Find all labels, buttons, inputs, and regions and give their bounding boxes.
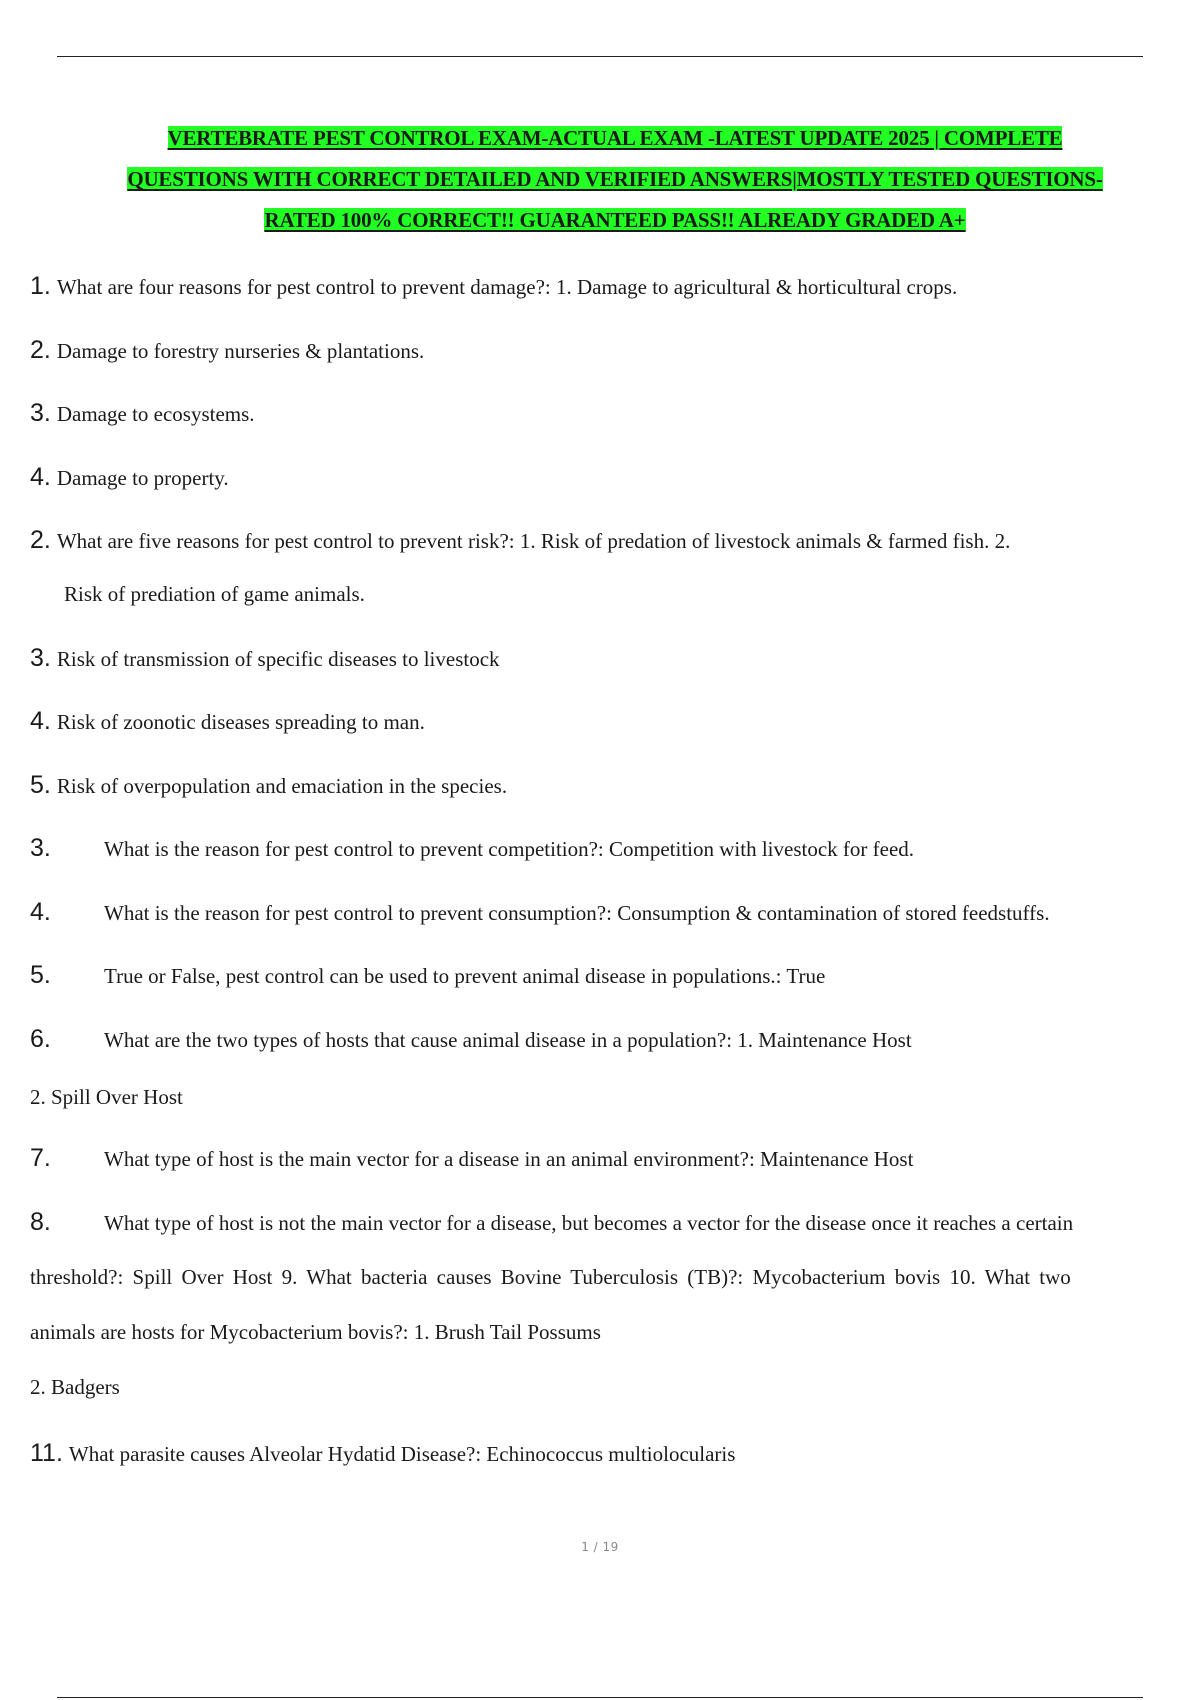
bottom-rule xyxy=(57,1697,1143,1698)
item-text: Damage to ecosystems. xyxy=(56,402,255,426)
page-number: 1 / 19 xyxy=(581,1540,619,1554)
item-number: 4. xyxy=(30,463,51,491)
item-continuation: threshold?: Spill Over Host 9. What bacteria causes Bovine Tuberculosis (TB)?: Mycobacterium bovis 10. What two xyxy=(30,1265,1071,1289)
list-item xyxy=(30,528,1010,553)
item-text: Risk of transmission of specific diseases to livestock xyxy=(56,647,500,671)
top-rule xyxy=(57,56,1143,57)
list-item xyxy=(30,338,424,363)
item-number: 4. xyxy=(30,898,51,926)
list-item xyxy=(30,1027,912,1052)
list-item xyxy=(30,1085,183,1109)
item-text: Risk of overpopulation and emaciation in the species. xyxy=(56,774,508,798)
item-number: 3. xyxy=(30,834,51,862)
item-number: 7. xyxy=(30,1144,51,1172)
item-text: What type of host is the main vector for a disease in an animal environment?: Maintenance Host xyxy=(104,1147,914,1171)
item-text: 2. Spill Over Host xyxy=(30,1085,183,1109)
item-number: 2. xyxy=(30,336,51,364)
list-item xyxy=(30,963,825,988)
document-title xyxy=(30,118,1200,241)
list-item xyxy=(30,1320,601,1344)
item-number: 5. xyxy=(30,771,51,799)
item-text: Damage to property. xyxy=(56,466,229,490)
list-item xyxy=(30,646,500,671)
list-item xyxy=(30,773,507,798)
title-line-1: VERTEBRATE PEST CONTROL EXAM-ACTUAL EXAM -LATEST UPDATE 2025 | COMPLETE xyxy=(167,126,1063,150)
item-text: Damage to forestry nurseries & plantations. xyxy=(56,339,425,363)
item-text: What parasite causes Alveolar Hydatid Disease?: Echinococcus multiolocularis xyxy=(68,1442,736,1466)
list-item xyxy=(30,836,914,861)
item-number: 4. xyxy=(30,707,51,735)
item-text: What is the reason for pest control to prevent competition?: Competition with livestock for feed. xyxy=(104,837,915,861)
item-number: 2. xyxy=(30,526,51,554)
item-text: What is the reason for pest control to prevent consumption?: Consumption & contamination of stored feedstuffs. xyxy=(104,901,1050,925)
item-text: True or False, pest control can be used to prevent animal disease in populations.: True xyxy=(104,964,826,988)
list-item xyxy=(30,1375,120,1399)
title-line-3: RATED 100% CORRECT!! GUARANTEED PASS!! ALREADY GRADED A+ xyxy=(264,208,966,232)
title-line-2: QUESTIONS WITH CORRECT DETAILED AND VERIFIED ANSWERS|MOSTLY TESTED QUESTIONS- xyxy=(127,167,1103,191)
list-item xyxy=(30,709,425,734)
item-continuation: Risk of prediation of game animals. xyxy=(64,582,365,606)
item-number: 1. xyxy=(30,272,51,300)
item-text: What type of host is not the main vector for a disease, but becomes a vector for the disease once it reaches a certain xyxy=(104,1211,1074,1235)
item-text: What are four reasons for pest control to prevent damage?: 1. Damage to agricultural & horticultural crops. xyxy=(56,275,958,299)
item-number: 8. xyxy=(30,1210,51,1235)
list-item xyxy=(30,1146,913,1171)
list-item xyxy=(30,1210,1200,1235)
item-number: 6. xyxy=(30,1025,51,1053)
item-number: 3. xyxy=(30,399,51,427)
item-text: What are five reasons for pest control to prevent risk?: 1. Risk of predation of livestock animals & farmed fish. 2. xyxy=(56,529,1011,553)
list-item xyxy=(30,900,1050,925)
item-number: 11. xyxy=(30,1439,63,1467)
list-item xyxy=(30,274,957,299)
item-text: 2. Badgers xyxy=(30,1375,120,1399)
item-number: 3. xyxy=(30,644,51,672)
item-text: Risk of zoonotic diseases spreading to man. xyxy=(56,710,425,734)
list-item xyxy=(30,465,229,490)
item-number: 5. xyxy=(30,961,51,989)
list-item xyxy=(30,1441,735,1466)
item-text: animals are hosts for Mycobacterium bovis?: 1. Brush Tail Possums xyxy=(30,1320,601,1344)
item-text: What are the two types of hosts that cause animal disease in a population?: 1. Maintenance Host xyxy=(104,1028,912,1052)
list-item xyxy=(30,401,255,426)
